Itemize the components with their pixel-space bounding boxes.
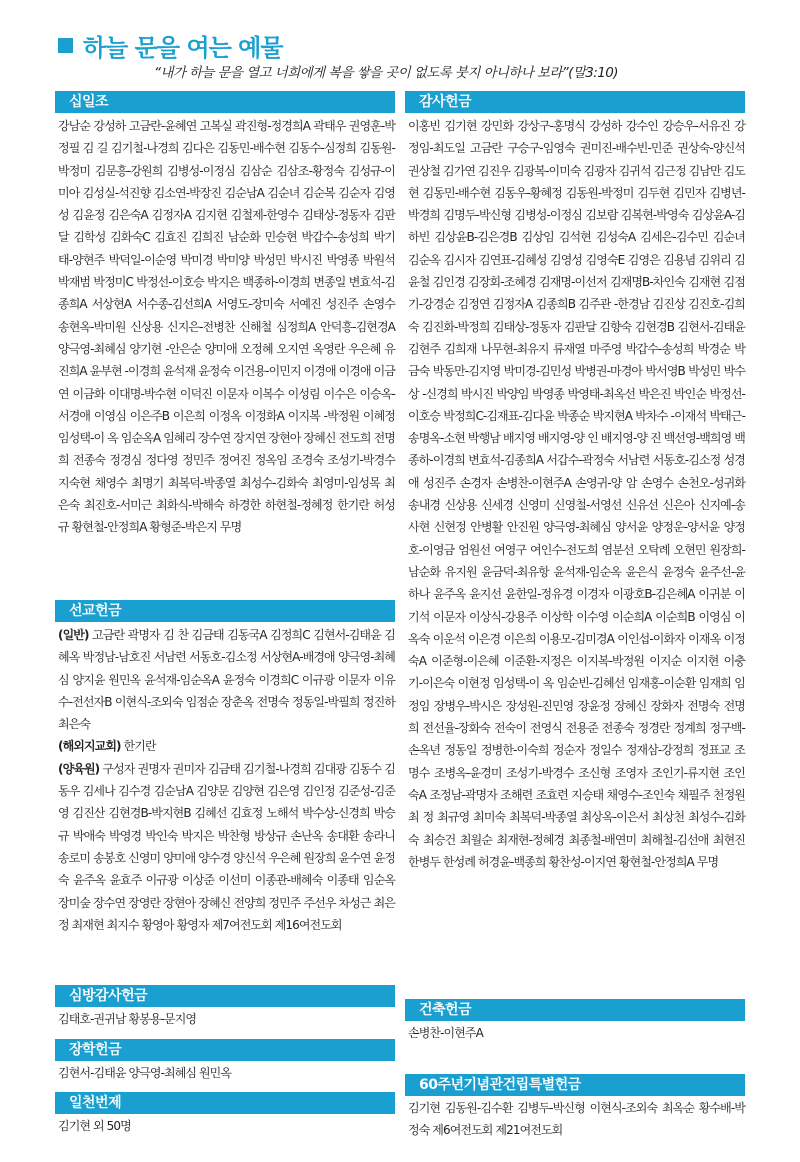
section-body-penny: 김기현 외 50명 [58,1119,131,1133]
title-square-icon [58,38,73,53]
section-heading-building: 건축헌금 [405,999,745,1021]
page-title-text: 하늘 문을 여는 예물 [83,34,283,62]
section-tithe [55,91,395,539]
subgroup-names-scholarship: 구성자 권명자 권미자 김금태 김기철-나경희 김대광 김동수 김동우 김세나 김수경 김순남A 김양문 김양현 김은영 김인정 김준성-김준영 김진산 김현경B-박지현B 김혜선 김효정 노해석 박수상-신경희 박승규 박애숙 박영경 박인숙 박지은 박찬형 방상규 손난옥 송대환 송라니 송로미 송봉호 신영미 양미애 양수경 양신석 우은혜 원장희 윤수연 윤정숙 윤주옥 윤효주 이규광 이상준 이선미 이종관-배혜숙 이종태 임순옥 장미숲 장수연 장영란 장현아 장혜신 전양희 정민주 주선우 차성근 최은정 최재현 최지수 황영아 황영자 제7여전도회 제16여전도회 [58,761,395,932]
section-body-scholar: 김현서-김태윤 양극영-최혜심 원민옥 [58,1066,232,1080]
section-heading-thanks: 감사헌금 [405,91,745,113]
subgroup-tag-overseas: (해외지교회) [58,739,121,754]
section-body-visit: 김태호-권귀남 황봉용-문지영 [58,1012,197,1026]
subgroup-names-overseas: 한기란 [120,739,156,754]
section-body-building: 손병찬-이현주A [408,1026,483,1040]
section-heading-visit: 심방감사헌금 [55,985,395,1007]
section-body-anniversary: 김기현 김동원-김수환 김병두-박신형 이현식-조외숙 최옥순 황수배-박정숙 제6여전도회 제21여전도회 [408,1101,745,1138]
section-thanks [405,91,745,873]
section-body-mission [55,624,395,936]
section-body-thanks: 이홍빈 김기현 강민화 강상구-홍명식 강성하 강수인 강승우-서유진 강정임-최도일 고금란 구승구-임영숙 권미진-배수빈-민준 권상숙-양신석 권상철 김가연 김진우 김광복-이미숙 김광자 김귀석 김근정 김남만 김도현 김동민-배수현 김동우-황혜정 김동원-박정미 김두현 김민자 김병년-박경희 김명두-박신형 김병성-이정심 김보람 김복현-박영숙 김상윤A-김하빈 김상윤B-김은경B 김상임 김석현 김성숙A 김세은-김수민 김순녀 김순옥 김시자 김연표-김혜성 김영성 김영숙E 김영은 김용념 김위리 김윤철 김인경 김장회-조혜경 김재명-이선저 김재명B-차인숙 김재현 김점기-강경순 김정연 김정자A 김종희B 김주관 -한경남 김진상 김진호-김희숙 김진화-박정희 김태상-정동자 김판달 김향숙 김현경B 김현서-김태윤 김현주 김희재 나무현-최유지 류재열 마주영 박갑수-송성희 박경순 박금숙 박동만-김지영 박미경-김민성 박병권-마경아 박서영B 박성민 박수상 -신경희 박시진 박양임 박영종 박영태-최옥선 박은진 박인순 박정선-이호승 박정희C-김재표-김다윤 박종순 박지현A 박차수 -이재석 박태근-송명옥-소현 박행남 배지영 배지영-양 인 배지영-양 진 백선영-백희영 백종하-이경희 변효석-김종희A 서갑수-곽정숙 서남련 서동호-김소정 성경애 성진주 손경자 손병찬-이현주A 손영귀-양 암 손영수 손천오-성귀화 송내경 신상용 신세경 신영미 신영철-서영선 신유선 신은아 신지예-송사현 신현정 안병활 안진원 양극영-최혜심 양서윤 양정운-양서윤 양정호-이영금 엄원선 여영구 여인수-전도희 염분선 오탁례 오현민 원장희-남순화 유지원 윤금덕-최유항 윤석재-임순옥 윤은식 윤정숙 윤주선-윤하나 윤주옥 윤지선 윤한일-정유경 이경자 이광호B-김은혜A 이귀분 이기석 이문자 이상식-강용주 이상학 이수영 이순희A 이순희B 이영심 이옥숙 이운석 이은경 이은희 이용모-김미경A 이인섭-이화자 이재옥 이정숙A 이준형-이은혜 이준환-지정은 이지복-박정원 이지순 이지현 이충기-이은숙 이현정 임성택-이 옥 임순빈-김혜선 임재홍-이순환 임재희 임정임 장병우-박시은 장성원-진민영 장윤정 장혜신 장화자 전명숙 전명희 전선율-장화숙 전숙이 전영식 전용준 전종숙 정경란 정계희 정구백-손옥년 정동일 정병한-이숙희 정순자 정일수 정재삼-강정희 정표교 조명수 조병옥-윤경미 조성기-박경수 조신형 조영자 조인기-류지현 조인숙A 조정남-곽명자 조해련 조효련 지승태 채영수-조인숙 채필주 천정원 최 정 최규영 최미숙 최복덕-박종열 최상옥-이은서 최상천 최성수-김화숙 최승건 최월순 최재현-정혜경 최종철-배연미 최해철-김선애 최현진 한병두 한성례 허경윤-백종희 황찬성-이지연 황현철-안정희A 무명 [408,119,745,869]
section-heading-mission: 선교헌금 [55,600,395,622]
section-scholar [55,1039,395,1084]
section-building [405,999,745,1044]
subgroup-tag-general: (일반) [58,628,89,642]
section-heading-penny: 일천번제 [55,1092,395,1114]
section-heading-scholar: 장학헌금 [55,1039,395,1061]
section-heading-tithe: 십일조 [55,91,395,113]
section-visit [55,985,395,1030]
page-title [58,28,758,63]
subgroup-tag-scholarship: (양육원) [58,761,100,776]
section-heading-anniversary: 60주년기념관건립특별헌금 [405,1074,745,1096]
section-penny [55,1092,395,1137]
subgroup-names-general: 고금란 곽명자 김 찬 김금태 김동국A 김정희C 김현서-김태윤 김혜옥 박정남-남호진 서남련 서동호-김소정 서상현A-배경애 양극영-최혜심 양지윤 원민옥 윤석재-임순옥A 윤정숙 이경희C 이규광 이문자 이유수-전선자B 이현식-조외숙 임점순 장춘옥 전명숙 정동일-박필희 정진하 최은숙 [58,628,395,732]
section-anniversary [405,1074,745,1142]
section-mission [55,600,395,936]
page-header [58,28,758,81]
section-body-tithe: 강남순 강성하 고금란-윤혜연 고복실 곽진형-정경희A 곽태우 권영훈-박정필 김 길 김기철-나경희 김다은 김동민-배수현 김동수-심정희 김동원-박정미 김문흥-강원희 김병성-이정심 김삼순 김삼조-황정숙 김성규-이미아 김성실-석진향 김소연-박장진 김순남A 김순녀 김순복 김순자 김영성 김윤정 김은숙A 김정자A 김지현 김철제-한영수 김태상-정동자 김판달 김학성 김화숙C 김효진 김희진 남순화 민승현 박갑수-송성희 박기태-양현주 박덕일-이순영 박미경 박미양 박성민 박시진 박영종 박원석 박재범 박정미C 박정선-이호승 박지은 백종하-이경희 변종일 변효석-김종희A 서상현A 서수종-김선희A 서영도-장미숙 서예진 성진주 손영수 송현옥-박미원 신상용 신지은-전병찬 신해철 심정희A 안덕흥-김현경A 양극영-최혜심 양기현 -안은순 양미애 오정혜 오지연 옥영란 우은혜 유진희A 윤부현 -이경희 윤석재 윤정숙 이건용-이민지 이경애 이경애 이금연 이금화 이대명-박수현 이덕진 이문자 이복수 이성림 이수은 이승옥-서경애 이영심 이은주B 이은희 이정옥 이정화A 이지복 -박정원 이혜정 임성택-이 옥 임순옥A 임혜리 장수연 장지연 장현아 장혜신 전도희 전명희 전종숙 정경심 정다영 정민주 정여진 정옥임 조경숙 조성기-박경수 지숙현 채영수 최명기 최복덕-박종열 최성수-김화숙 최영미-임성목 최은숙 최진호-서미근 최화식-박해숙 하경한 하현철-정혜정 한기란 허성규 황현철-안정희A 황형준-박은지 무명 [58,119,395,535]
page-subtitle: “내가 하늘 문을 열고 너희에게 복을 쌓을 곳이 없도록 붓지 아니하나 보라”(말3:10) [154,65,618,81]
